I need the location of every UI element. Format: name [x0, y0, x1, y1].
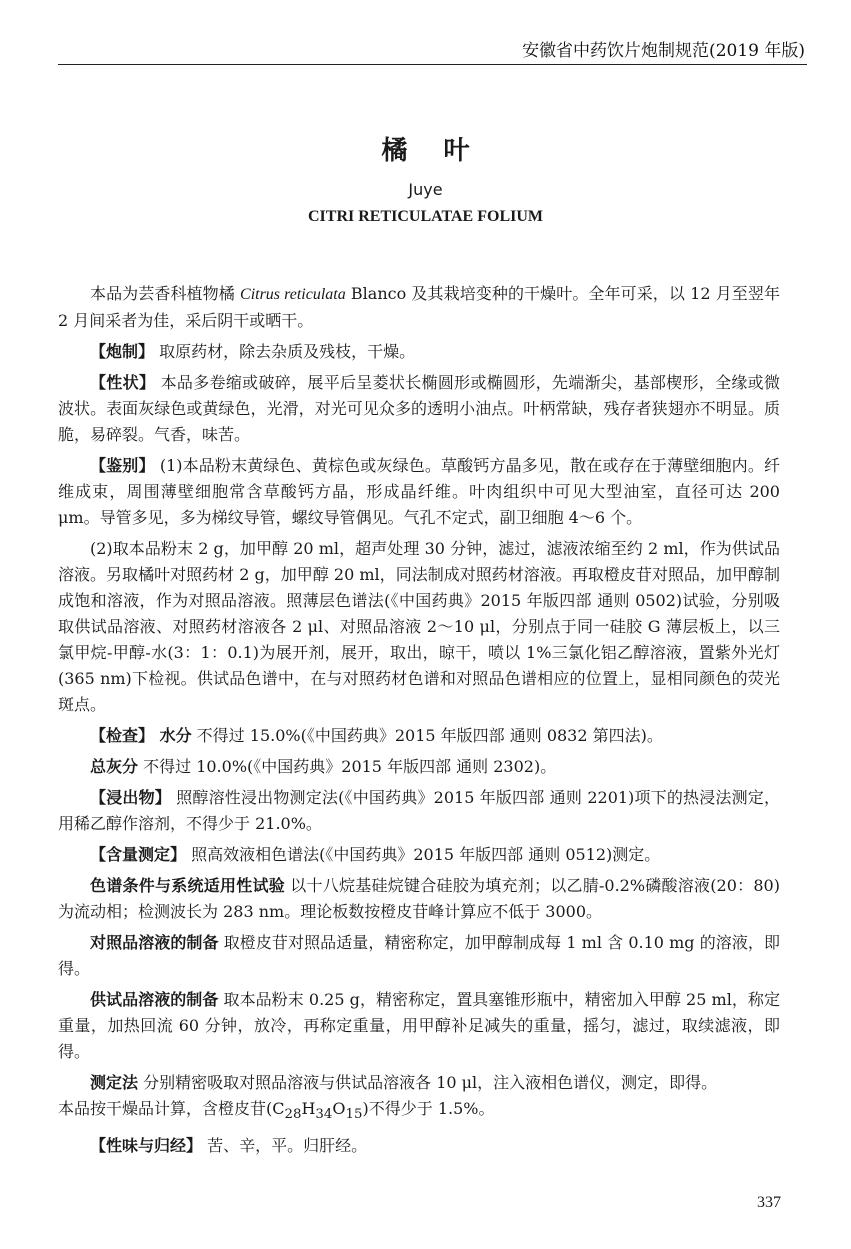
inspection-section [58, 723, 780, 749]
page-number: 337 [757, 1194, 781, 1211]
reference-label: 对照品溶液的制备 [90, 933, 219, 952]
conditions-text: 以十八烷基硅烷键合硅胶为填充剂；以乙腈-0.2%磷酸溶液(20：80)为流动相；检测波长为 283 nm。理论板数按橙皮苷峰计算应不低于 3000。 [58, 876, 780, 921]
identification-tlc [58, 536, 780, 718]
extract-text: 照醇溶性浸出物测定法(《中国药典》2015 年版四部 通则 2201)项下的热浸法测定，用稀乙醇作溶剂，不得少于 21.0%。 [58, 788, 780, 833]
intro-text: 本品为芸香科植物橘 [90, 284, 241, 303]
nature-label: 【性味与归经】 [90, 1136, 203, 1156]
title-pinyin: Juye [408, 180, 443, 199]
ash-section [58, 754, 780, 780]
determination-method [58, 1070, 780, 1128]
formula-subscript: 15 [345, 1107, 363, 1123]
description-label: 【性状】 [90, 373, 156, 392]
title-latin: CITRI RETICULATAE FOLIUM [308, 208, 543, 225]
description-text: 本品多卷缩或破碎，展平后呈菱状长椭圆形或椭圆形，先端渐尖，基部楔形，全缘或微波状。表面灰绿色或黄绿色，光滑，对光可见众多的透明小油点。叶柄常缺，残存者狭翅亦不明显。质脆，易碎裂。气香，味苦。 [58, 373, 780, 444]
identification-section [58, 453, 780, 531]
identification-label: 【鉴别】 [90, 456, 155, 475]
nature-text: 苦、辛，平。归肝经。 [202, 1136, 368, 1156]
test-text: 取本品粉末 0.25 g，精密称定，置具塞锥形瓶中，精密加入甲醇 25 ml，称定重量，加热回流 60 分钟，放冷，再称定重量，用甲醇补足减失的重量，摇匀，滤过，取续滤液，即得。 [58, 990, 780, 1061]
inspection-label: 【检查】 [90, 726, 155, 745]
test-label: 供试品溶液的制备 [90, 990, 219, 1009]
processing-label: 【炮制】 [90, 342, 155, 361]
reference-solution [58, 930, 780, 982]
ash-text: 不得过 10.0%(《中国药典》2015 年版四部 通则 2302)。 [138, 757, 557, 776]
formula-o: O [332, 1099, 346, 1118]
processing-text: 取原药材，除去杂质及残枝，干燥。 [154, 342, 416, 361]
identification-text-1: (1)本品粉末黄绿色、黄棕色或灰绿色。草酸钙方晶多见，散在或存在于薄壁细胞内。纤维成束，周围薄壁细胞常含草酸钙方晶，形成晶纤维。叶肉组织中可见大型油室，直径可达 200 μm。导管多见，多为梯纹导管，螺纹导管偶见。气孔不定式，副卫细胞 4～6 个。 [58, 456, 780, 527]
latin-species-name: Citrus reticulata [240, 286, 346, 303]
extract-section [58, 785, 780, 837]
monograph-body [58, 281, 780, 1164]
formula-h: H [301, 1099, 316, 1118]
formula-subscript: 28 [284, 1107, 302, 1123]
method-label: 测定法 [90, 1073, 139, 1092]
processing-section [58, 339, 780, 365]
method-text: 分别精密吸取对照品溶液与供试品溶液各 10 μl，注入液相色谱仪，测定，即得。 [138, 1073, 718, 1092]
page-title: 橘叶 [381, 136, 506, 166]
reference-text: 取橙皮苷对照品适量，精密称定，加甲醇制成每 1 ml 含 0.10 mg 的溶液，即得。 [58, 933, 780, 978]
intro-text-cont: Blanco 及其栽培变种的干燥叶。全年可采，以 12 月至翌年 2 月间采者为佳，采后阴干或晒干。 [58, 284, 780, 330]
water-label: 水分 [154, 726, 192, 745]
assay-section [58, 842, 780, 868]
assay-label: 【含量测定】 [90, 845, 187, 864]
chromatographic-conditions [58, 873, 780, 925]
assay-text: 照高效液相色谱法(《中国药典》2015 年版四部 通则 0512)测定。 [186, 845, 661, 864]
test-solution [58, 987, 780, 1065]
extract-label: 【浸出物】 [90, 788, 171, 807]
content-limit: )不得少于 1.5%。 [362, 1099, 495, 1118]
intro-paragraph [58, 281, 780, 334]
content-text: 本品按干燥品计算，含橙皮苷(C [58, 1099, 285, 1118]
nature-section [58, 1133, 780, 1159]
ash-label: 总灰分 [90, 757, 139, 776]
water-text: 不得过 15.0%(《中国药典》2015 年版四部 通则 0832 第四法)。 [191, 726, 663, 745]
header-title: 安徽省中药饮片炮制规范(2019 年版) [522, 41, 805, 61]
header-divider [58, 64, 807, 65]
identification-text-2: (2)取本品粉末 2 g，加甲醇 20 ml，超声处理 30 分钟，滤过，滤液浓缩至约 2 ml，作为供试品溶液。另取橘叶对照药材 2 g，加甲醇 20 ml，同法制成对照药材溶液。再取橙皮苷对照品，加甲醇制成饱和溶液，作为对照品溶液。照薄层色谱法(《中国药典》2015 年版四部 通则 0502)试验，分别吸取供试品溶液、对照药材溶液各 2 μl、对照品溶液 2～10 μl，分别点于同一硅胶 G 薄层板上，以三氯甲烷-甲醇-水(3：1：0.1)为展开剂，展开，取出，晾干，喷以 1%三氯化铝乙醇溶液，置紫外光灯(365 nm)下检视。供试品色谱中，在与对照药材色谱和对照品色谱相应的位置上，显相同颜色的荧光斑点。 [58, 539, 780, 714]
formula-subscript: 34 [315, 1107, 333, 1123]
conditions-label: 色谱条件与系统适用性试验 [90, 876, 285, 895]
description-section [58, 370, 780, 448]
